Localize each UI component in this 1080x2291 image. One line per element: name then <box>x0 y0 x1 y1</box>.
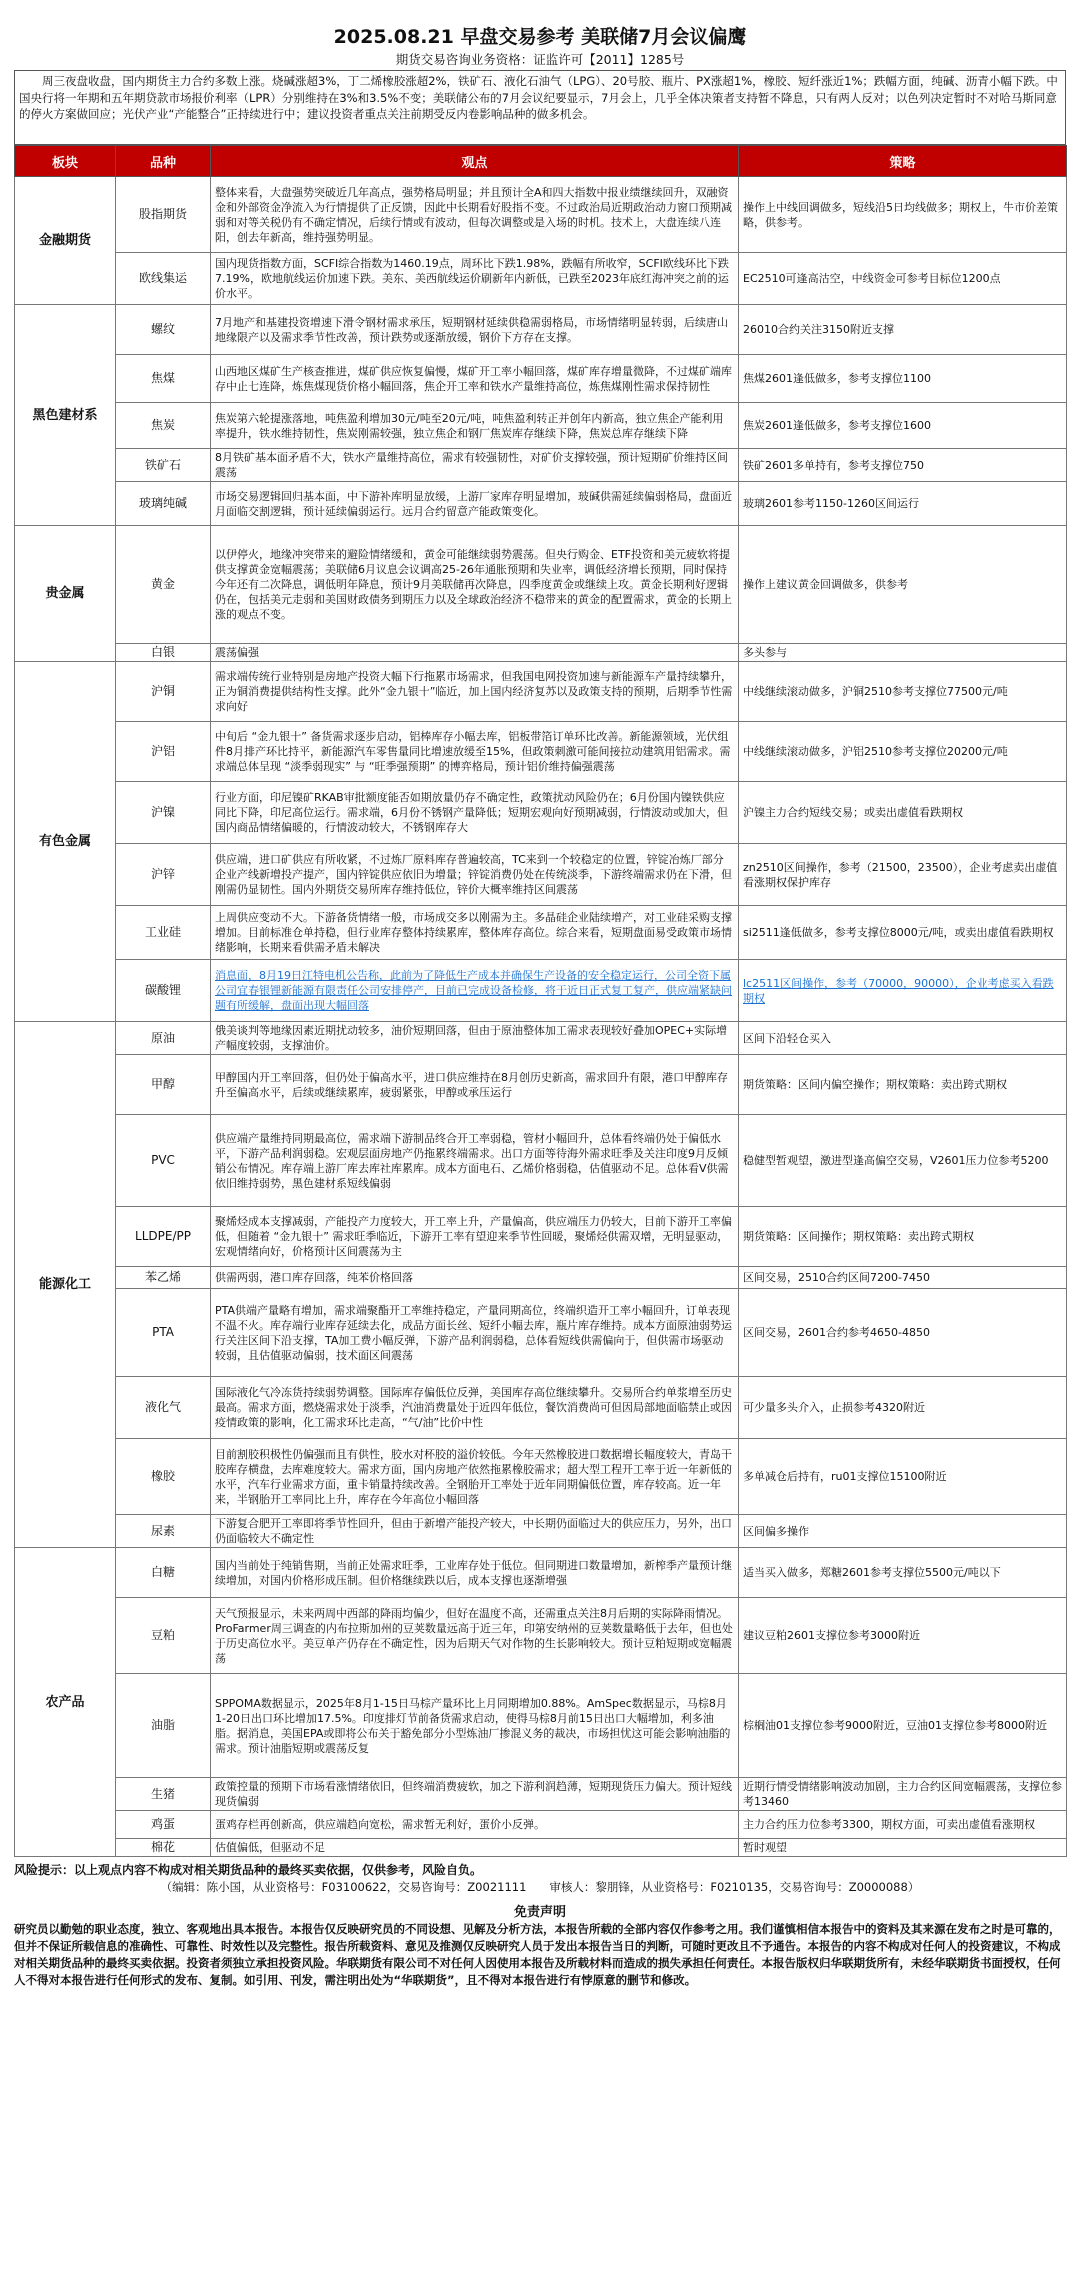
view-cell-text: 供应端，进口矿供应有所收紧，不过炼厂原料库存普遍较高，TC来到一个较稳定的位置，锌锭冶炼厂部分企业产线新增投产提产，国内锌锭供应依旧为增量；锌锭消费仍处在传统淡季，下游终端需求仍在下滑，但刚需仍显韧性。国内外期货交易所库存维持低位，锌价大概率维持区间震荡 <box>215 853 732 896</box>
variety-cell <box>116 1839 211 1857</box>
table-body <box>15 177 1067 1857</box>
strategy-cell-text: 多单减仓后持有，ru01支撑位15100附近 <box>743 1470 947 1483</box>
variety-cell-text: 工业硅 <box>144 925 181 939</box>
view-cell-text: 国内现货指数方面，SCFI综合指数为1460.19点，周环比下跌1.98%，跌幅有所收窄，SCFI欧线环比下跌7.19%，欧地航线运价加速下跌。美东、美西航线运价刷新年内新低，已跌至2023年底红海冲突之前的运价水平。 <box>215 257 729 300</box>
view-cell-text: 整体来看，大盘强势突破近几年高点，强势格局明显；并且预计全A和四大指数中报业绩继续回升，双融资金和外部资金净流入为行情提供了正反馈，因此中长期看好股指不变。不过政治局近期政治动力窗口预期减弱和对等关税仍有不确定情况，后续行情或有波动，但每次调整或是入场的时机。技术上，大盘连续八连阳，创去年新高，维持强势明显。 <box>215 185 732 244</box>
variety-cell <box>116 1289 211 1377</box>
variety-cell <box>116 1548 211 1598</box>
strategy-cell <box>739 1207 1067 1267</box>
variety-cell <box>116 1811 211 1839</box>
variety-cell-text: 液化气 <box>144 1400 181 1414</box>
view-cell-text: PTA供端产量略有增加，需求端聚酯开工率维持稳定，产量同期高位，终端织造开工率小幅回升，订单表现不温不火。库存端行业库存延续去化，成品方面长丝、短纤小幅去库，瓶片库存维持。成本方面原油弱势运行关注区间下沿支撑，TA加工费小幅反弹，下游产品利润弱稳，总体看短线供需偏向于，但供需市场驱动较弱，且估值驱动偏弱，技术面区间震荡 <box>215 1303 732 1362</box>
strategy-cell-text: 区间下沿轻仓买入 <box>743 1031 831 1045</box>
strategy-cell-text: 焦炭2601逢低做多，参考支撑位1600 <box>743 419 931 432</box>
variety-cell-text: 苯乙烯 <box>144 1270 181 1284</box>
strategy-cell-text: 期货策略：区间操作；期权策略：卖出跨式期权 <box>743 1230 974 1243</box>
strategy-cell-text: 中线继续滚动做多，沪铜2510参考支撑位77500元/吨 <box>743 685 1008 698</box>
view-cell <box>211 482 739 526</box>
header-variety: 品种 <box>116 146 211 177</box>
table-row <box>15 960 1067 1022</box>
view-cell <box>211 1267 739 1289</box>
table-row <box>15 644 1067 662</box>
variety-cell <box>116 782 211 844</box>
variety-cell <box>116 1377 211 1439</box>
strategy-cell-text: 主力合约压力位参考3300，期权方面，可卖出虚值看涨期权 <box>743 1818 1035 1831</box>
view-cell <box>211 1548 739 1598</box>
strategy-cell-text: EC2510可逢高沽空，中线资金可参考目标位1200点 <box>743 272 1001 285</box>
variety-cell <box>116 1115 211 1207</box>
strategy-cell <box>739 403 1067 449</box>
strategy-cell-text: 中线继续滚动做多，沪铝2510参考支撑位20200元/吨 <box>743 745 1008 758</box>
sector-cell: 黑色建材系 <box>15 305 116 526</box>
table-row <box>15 1839 1067 1857</box>
risk-note: 风险提示：以上观点内容不构成对相关期货品种的最终买卖依据，仅供参考，风险自负。 <box>14 1863 483 1877</box>
strategy-cell-text: 适当买入做多，郑糖2601参考支撑位5500元/吨以下 <box>743 1566 1001 1579</box>
view-cell-text: 震荡偏强 <box>215 646 259 659</box>
variety-cell-text: PVC <box>151 1153 175 1167</box>
view-cell-text: 山西地区煤矿生产核查推进，煤矿供应恢复偏慢，煤矿开工率小幅回落，煤矿库存增量微降，不过煤矿端库存中止七连降，炼焦煤现货价格小幅回落，焦企开工率和铁水产量维持高位，炼焦煤刚性需求保持韧性 <box>215 364 732 393</box>
variety-cell <box>116 1055 211 1115</box>
view-cell <box>211 526 739 644</box>
table-row <box>15 1022 1067 1055</box>
strategy-cell <box>739 526 1067 644</box>
variety-cell-text: 白银 <box>150 645 175 659</box>
table-row <box>15 1207 1067 1267</box>
variety-cell-text: 鸡蛋 <box>150 1817 175 1831</box>
report-title: 2025.08.21 早盘交易参考 美联储7月会议偏鹰 <box>333 26 747 48</box>
disclaimer-title: 免责声明 <box>513 1905 566 1920</box>
variety-cell <box>116 449 211 482</box>
variety-cell <box>116 253 211 305</box>
table-row <box>15 1055 1067 1115</box>
variety-cell-text: 原油 <box>150 1030 175 1045</box>
variety-cell <box>116 305 211 355</box>
strategy-cell <box>739 1839 1067 1857</box>
variety-cell <box>116 526 211 644</box>
strategy-cell-text: 稳健型暂观望，激进型逢高偏空交易，V2601压力位参考5200 <box>743 1154 1049 1167</box>
view-cell-text: 供需两弱，港口库存回落，纯苯价格回落 <box>215 1271 413 1284</box>
strategy-cell-text: 操作上建议黄金回调做多，供参考 <box>743 578 908 591</box>
view-cell <box>211 177 739 253</box>
strategy-cell-text: 区间交易，2601合约参考4650-4850 <box>743 1326 930 1339</box>
staff-info: （编辑：陈小国，从业资格号：F03100622，交易咨询号：Z0021111 审核人：黎朋锋，从业资格号：F0210135，交易咨询号：Z0000088） <box>160 1880 920 1894</box>
view-cell <box>211 1598 739 1674</box>
strategy-cell <box>739 449 1067 482</box>
table-row <box>15 253 1067 305</box>
view-cell-text: 目前割胶积极性仍偏强而且有供性，胶水对杯胶的溢价较低。今年天然橡胶进口数据增长幅度较大，青岛干胶库存横盘，去库难度较大。需求方面，国内房地产依然拖累橡胶需求；超大型工程开工率于近一年新低的水平，汽车行业需求方面，重卡销量持续改善。全钢胎开工率处于近年同期偏低位置，库存较高。近一年来，半钢胎开工率同比上升，库存在今年高位小幅回落 <box>215 1447 732 1506</box>
view-cell <box>211 644 739 662</box>
view-cell-text: 8月铁矿基本面矛盾不大，铁水产量维持高位，需求有较强韧性，对矿价支撑较强，预计短期矿价维持区间震荡 <box>215 451 728 479</box>
strategy-cell <box>739 1515 1067 1548</box>
variety-cell-text: 生猪 <box>150 1786 175 1801</box>
strategy-cell <box>739 722 1067 782</box>
strategy-cell-text: 玻璃2601参考1150-1260区间运行 <box>743 497 919 510</box>
strategy-cell <box>739 177 1067 253</box>
view-cell <box>211 253 739 305</box>
view-cell <box>211 305 739 355</box>
view-cell-text: 天气预报显示，未来两周中西部的降雨均偏少，但好在温度不高，还需重点关注8月后期的实际降雨情况。ProFarmer周三调查的内布拉斯加州的豆荚数量远高于近三年，印第安纳州的豆荚数量略低于去年，但也处于历史高位水平。美豆单产仍存在不确定性，因为后期天气对作物的生长影响较大。预计豆粕短期或宽幅震荡 <box>215 1606 733 1665</box>
variety-cell <box>116 1778 211 1811</box>
variety-cell-text: 碳酸锂 <box>144 983 181 997</box>
variety-cell-text: 螺纹 <box>150 322 175 336</box>
table-row <box>15 906 1067 960</box>
strategy-cell <box>739 355 1067 403</box>
header-strategy: 策略 <box>739 146 1067 177</box>
strategy-cell-text: 铁矿2601多单持有，参考支撑位750 <box>743 458 924 472</box>
view-cell <box>211 960 739 1022</box>
view-cell-text: 国际液化气冷冻货持续弱势调整。国际库存偏低位反弹，美国库存高位继续攀升。交易所合约单浆增至历史最高。需求方面，燃烧需求处于淡季，汽油消费量处于近四年低位，餐饮消费尚可但因局部地面临禁止或因疫情政策的影响，化工需求环比走高，“气/油”比价中性 <box>215 1386 732 1429</box>
variety-cell-text: 豆粕 <box>150 1628 175 1642</box>
variety-cell-text: 橡胶 <box>150 1469 175 1483</box>
strategy-cell <box>739 782 1067 844</box>
strategy-cell-text: 棕榈油01支撑位参考9000附近，豆油01支撑位参考8000附近 <box>743 1719 1047 1732</box>
view-cell-text: 中旬后 “金九银十” 备货需求逐步启动，铝棒库存小幅去库，铝板带箔订单环比改善。新能源领域，光伏组件8月排产环比持平，新能源汽车零售量同比增速放缓至15%，但政策刺激可能间接拉动建筑用铝需求。需求端总体呈现 “淡季弱现实” 与 “旺季强预期” 的博弈格局，预计铝价维持偏强震荡 <box>215 730 731 773</box>
variety-cell-text: 沪铜 <box>150 684 175 698</box>
variety-cell <box>116 1598 211 1674</box>
strategy-cell <box>739 1439 1067 1515</box>
strategy-cell <box>739 482 1067 526</box>
strategy-cell-text: 区间偏多操作 <box>743 1524 809 1538</box>
table-row <box>15 722 1067 782</box>
table-row <box>15 782 1067 844</box>
strategy-cell <box>739 1598 1067 1674</box>
table-row <box>15 1674 1067 1778</box>
table-row <box>15 355 1067 403</box>
strategy-table <box>14 145 1067 1857</box>
strategy-cell-text: 26010合约关注3150附近支撑 <box>743 323 894 336</box>
strategy-cell <box>739 1674 1067 1778</box>
variety-cell-text: 玻璃纯碱 <box>138 496 187 510</box>
variety-cell <box>116 1022 211 1055</box>
table-row <box>15 1439 1067 1515</box>
variety-cell <box>116 1674 211 1778</box>
strategy-cell-text: 近期行情受情绪影响波动加剧，主力合约区间宽幅震荡，支撑位参考13460 <box>743 1780 1062 1808</box>
view-cell <box>211 1055 739 1115</box>
variety-cell <box>116 177 211 253</box>
strategy-cell-text: 多头参与 <box>743 646 787 659</box>
strategy-cell <box>739 644 1067 662</box>
sector-cell: 有色金属 <box>15 662 116 1022</box>
variety-cell-text: 沪铝 <box>150 744 175 758</box>
strategy-cell <box>739 960 1067 1022</box>
strategy-cell <box>739 1811 1067 1839</box>
variety-cell-text: 股指期货 <box>138 207 187 221</box>
table-row <box>15 177 1067 253</box>
view-cell <box>211 1207 739 1267</box>
view-cell-text: 焦炭第六轮提涨落地，吨焦盈利增加30元/吨至20元/吨，吨焦盈利转正并创年内新高，独立焦企产能利用率提升，铁水维持韧性，焦炭刚需较强，独立焦企和钢厂焦炭库存继续下降，焦炭总库存继续下降 <box>215 411 724 440</box>
view-cell-text: 聚烯烃成本支撑减弱，产能投产力度较大，开工率上升，产量偏高，供应端压力仍较大，目前下游开工率偏低，但随着 “金九银十” 需求旺季临近，下游开工率有望迎来季节性回暖，聚烯烃供需双增，无明显驱动，宏观情绪向好，价格预计区间震荡为主 <box>215 1215 732 1258</box>
table-row <box>15 1515 1067 1548</box>
view-cell <box>211 662 739 722</box>
view-cell <box>211 1377 739 1439</box>
variety-cell <box>116 960 211 1022</box>
view-cell-text: 蛋鸡存栏再创新高，供应端趋向宽松，需求暂无利好，蛋价小反弹。 <box>215 1818 545 1831</box>
view-cell <box>211 403 739 449</box>
view-cell-text: 俄美谈判等地缘因素近期扰动较多，油价短期回落，但由于原油整体加工需求表现较好叠加OPEC+实际增产幅度较弱，支撑油价。 <box>215 1024 728 1052</box>
strategy-cell <box>739 1548 1067 1598</box>
strategy-cell-text: 沪镍主力合约短线交易；或卖出虚值看跌期权 <box>743 806 963 819</box>
view-cell <box>211 844 739 906</box>
variety-cell-text: 白糖 <box>150 1565 175 1579</box>
view-cell <box>211 1022 739 1055</box>
strategy-cell-text: 操作上中线回调做多，短线沿5日均线做多；期权上，牛市价差策略，供参考。 <box>743 200 1058 229</box>
variety-cell <box>116 403 211 449</box>
table-row <box>15 1377 1067 1439</box>
strategy-cell <box>739 305 1067 355</box>
variety-cell <box>116 644 211 662</box>
view-cell-text: 7月地产和基建投资增速下滑令钢材需求承压，短期钢材延续供稳需弱格局，市场情绪明显转弱，后续唐山地缘限产以及需求季节性改善，预计跌势或逐渐放缓，钢价下方存在支撑。 <box>215 315 728 344</box>
variety-cell-text: 黄金 <box>150 577 175 591</box>
view-cell <box>211 355 739 403</box>
view-cell-text: 以伊停火，地缘冲突带来的避险情绪缓和，黄金可能继续弱势震荡。但央行购金、ETF投资和美元疲软将提供支撑黄金宽幅震荡；美联储6月议息会议调高25-26年通胀预期和失业率，调低经济增长预期，同时保持今年还有二次降息，调低明年降息，预计9月美联储再次降息，四季度黄金或继续上攻。黄金长期利好逻辑仍在，包括美元走弱和美国财政债务到期压力以及全球政治经济不稳带来的黄金的配置需求，黄金的长期上涨的观点不变。 <box>215 548 732 621</box>
view-cell <box>211 1439 739 1515</box>
table-row <box>15 1811 1067 1839</box>
disclaimer-body: 研究员以勤勉的职业态度，独立、客观地出具本报告。本报告仅反映研究员的不同设想、见解及分析方法，本报告所载的全部内容仅作参考之用。我们谨慎相信本报告中的资料及其来源在发布之时是可靠的，但并不保证所载信息的准确性、可靠性、时效性以及完整性。报告所载资料、意见及推测仅反映研究人员于发出本报告当日的判断，可随时更改且不予通告。本报告的内容不构成对任何人的投资建议，不构成对相关期货品种的最终买卖依据。投资者须独立承担投资风险。华联期货有限公司不对任何人因使用本报告及所载材料而造成的损失承担任何责任。本报告版权归华联期货所有，未经华联期货书面授权，任何人不得对本报告进行任何形式的发布、复制。如引用、刊发，需注明出处为“华联期货”，且不得对本报告进行有悖原意的删节和修改。 <box>14 1922 1061 1987</box>
variety-cell-text: 沪镍 <box>150 805 175 819</box>
strategy-cell-text: lc2511区间操作，参考（70000，90000），企业考虑买入看跌期权 <box>743 976 1054 1005</box>
license-subtitle: 期货交易咨询业务资格：证监许可【2011】1285号 <box>395 52 685 67</box>
strategy-cell-text: 暂时观望 <box>743 1841 787 1854</box>
sector-cell: 能源化工 <box>15 1022 116 1548</box>
view-cell-text: 上周供应变动不大。下游备货情绪一般，市场成交多以刚需为主。多晶硅企业陆续增产，对工业硅采购支撑增加。目前标准仓单持稳，但行业库存整体持续累库，整体库存高位。综合来看，短期盘面易受政策市场情绪影响，长期来看供需矛盾未解决 <box>215 911 732 954</box>
table-row <box>15 1598 1067 1674</box>
variety-cell-text: 焦炭 <box>150 418 175 432</box>
table-row <box>15 526 1067 644</box>
variety-cell-text: 尿素 <box>150 1523 175 1538</box>
view-cell-text: 行业方面，印尼镍矿RKAB审批额度能否如期放量仍存不确定性，政策扰动风险仍在；6月份国内镍铁供应同比下降，印尼高位运行。需求端，6月份不锈钢产量降低；短期宏观向好预期减弱，行情波动或加大，但国内商品情绪偏暖的，行情波动较大，不锈钢库存大 <box>215 791 728 834</box>
view-cell <box>211 1289 739 1377</box>
table-row <box>15 1267 1067 1289</box>
variety-cell <box>116 355 211 403</box>
strategy-cell-text: 焦煤2601逢低做多，参考支撑位1100 <box>743 372 931 385</box>
view-cell-text: 供应端产量维持同期最高位，需求端下游制品终合开工率弱稳，管材小幅回升，总体看终端仍处于偏低水平，下游产品利润弱稳。宏观层面房地产仍拖累终端需求。出口方面等待海外需求旺季及关注印度9月反倾销公布情况。库存端上游厂库去库社库累库。成本方面电石、乙烯价格弱稳，估值驱动不足。总体看V供需依旧维持弱势，黑色建材系短线偏弱 <box>215 1131 729 1190</box>
strategy-cell-text: 建议豆粕2601支撑位参考3000附近 <box>743 1629 920 1642</box>
table-row <box>15 1548 1067 1598</box>
view-cell-text: 市场交易逻辑回归基本面，中下游补库明显放缓，上游厂家库存明显增加，玻碱供需延续偏弱格局，盘面近月面临交割逻辑，预计延续偏弱运行。远月合约留意产能政策变化。 <box>215 489 732 518</box>
strategy-cell <box>739 662 1067 722</box>
view-cell <box>211 1839 739 1857</box>
strategy-cell <box>739 906 1067 960</box>
variety-cell-text: PTA <box>152 1325 174 1339</box>
strategy-cell <box>739 1022 1067 1055</box>
variety-cell-text: 焦煤 <box>150 371 175 385</box>
variety-cell-text: 棉花 <box>150 1840 175 1854</box>
strategy-cell <box>739 1778 1067 1811</box>
variety-cell-text: LLDPE/PP <box>135 1229 191 1243</box>
view-cell-text: 需求端传统行业特别是房地产投资大幅下行拖累市场需求，但我国电网投资加速与新能源车产量持续攀升，正为铜消费提供结构性支撑。此外“金九银十”临近，加上国内经济复苏以及政策支持的预期，后期季节性需求向好 <box>215 670 733 713</box>
strategy-cell <box>739 253 1067 305</box>
table-row <box>15 662 1067 722</box>
view-cell <box>211 782 739 844</box>
sector-cell: 农产品 <box>15 1548 116 1857</box>
view-cell <box>211 906 739 960</box>
sector-cell: 贵金属 <box>15 526 116 662</box>
table-row <box>15 1115 1067 1207</box>
view-cell <box>211 722 739 782</box>
strategy-cell <box>739 844 1067 906</box>
view-cell-text: 消息面，8月19日江特电机公告称，此前为了降低生产成本并确保生产设备的安全稳定运行，公司全资下属公司宜春银锂新能源有限责任公司安排停产，目前已完成设备检修，将于近日正式复工复产，供应端紧缺问题有所缓解，盘面出现大幅回落 <box>215 969 732 1012</box>
variety-cell <box>116 1439 211 1515</box>
market-summary: 周三夜盘收盘，国内期货主力合约多数上涨。烧碱涨超3%，丁二烯橡胶涨超2%，铁矿石、液化石油气（LPG）、20号胶、瓶片、PX涨超1%，橡胶、短纤涨近1%；跌幅方面，纯碱、沥青小幅下跌。中国央行将一年期和五年期贷款市场报价利率（LPR）分别维持在3%和3.5%不变；美联储公布的7月会议纪要显示，7月会上，几乎全体决策者支持暂不降息，只有两人反对；以色列决定暂时不对哈马斯同意的停火方案做回应；光伏产业“产能整合”正持续进行中；建议投资者重点关注前期受反内卷影响品种的做多机会。 <box>14 70 1066 145</box>
strategy-cell <box>739 1377 1067 1439</box>
strategy-cell-text: zn2510区间操作，参考（21500，23500），企业考虑卖出虚值看涨期权保护库存 <box>743 860 1058 889</box>
view-cell <box>211 1515 739 1548</box>
variety-cell <box>116 722 211 782</box>
table-row <box>15 1289 1067 1377</box>
table-header-row <box>15 146 1067 177</box>
view-cell-text: 下游复合肥开工率即将季节性回升，但由于新增产能投产较大，中长期仍面临过大的供应压力，另外，出口仍面临较大不确定性 <box>215 1517 732 1545</box>
variety-cell <box>116 1207 211 1267</box>
variety-cell-text: 油脂 <box>150 1718 175 1732</box>
sector-cell: 金融期货 <box>15 177 116 305</box>
table-row <box>15 482 1067 526</box>
view-cell-text: SPPOMA数据显示，2025年8月1-15日马棕产量环比上月同期增加0.88%。AmSpec数据显示，马棕8月1-20日出口环比增加17.5%。印度排灯节前备货需求启动，使得马棕8月前15日出口大幅增加，利多油脂。据消息，美国EPA或即将公布关于豁免部分小型炼油厂掺混义务的裁决，市场担忧这可能会影响油脂的需求。预计油脂短期或震荡反复 <box>215 1696 731 1755</box>
variety-cell-text: 沪锌 <box>150 867 175 881</box>
variety-cell <box>116 662 211 722</box>
strategy-cell-text: 期货策略：区间内偏空操作；期权策略：卖出跨式期权 <box>743 1078 1007 1091</box>
strategy-cell <box>739 1115 1067 1207</box>
table-row <box>15 844 1067 906</box>
table-row <box>15 305 1067 355</box>
strategy-cell-text: si2511逢低做多，参考支撑位8000元/吨，或卖出虚值看跌期权 <box>743 926 1054 939</box>
strategy-cell-text: 可少量多头介入，止损参考4320附近 <box>743 1401 925 1414</box>
view-cell <box>211 449 739 482</box>
view-cell <box>211 1811 739 1839</box>
view-cell <box>211 1674 739 1778</box>
table-row <box>15 403 1067 449</box>
view-cell-text: 国内当前处于纯销售期，当前正处需求旺季，工业库存处于低位。但同期进口数量增加，新榨季产量预计继续增加，对国内价格形成压制。但价格继续跌以后，成本支撑也逐渐增强 <box>215 1558 732 1587</box>
view-cell-text: 政策控量的预期下市场看涨情绪依旧，但终端消费疲软，加之下游利润趋薄，短期现货压力偏大。预计短线现货偏弱 <box>215 1780 732 1808</box>
variety-cell-text: 欧线集运 <box>138 271 187 285</box>
strategy-cell <box>739 1055 1067 1115</box>
view-cell-text: 甲醇国内开工率回落，但仍处于偏高水平，进口供应维持在8月创历史新高，需求回升有限，港口甲醇库存升至偏高水平，后续或继续累库，疲弱紧张，甲醇或承压运行 <box>215 1070 728 1099</box>
variety-cell <box>116 844 211 906</box>
view-cell-text: 估值偏低，但驱动不足 <box>215 1841 325 1854</box>
header-sector: 板块 <box>15 146 116 177</box>
variety-cell <box>116 482 211 526</box>
variety-cell <box>116 1267 211 1289</box>
variety-cell <box>116 1515 211 1548</box>
variety-cell <box>116 906 211 960</box>
strategy-cell <box>739 1267 1067 1289</box>
strategy-cell <box>739 1289 1067 1377</box>
variety-cell-text: 甲醇 <box>150 1077 175 1091</box>
table-row <box>15 1778 1067 1811</box>
view-cell <box>211 1778 739 1811</box>
strategy-cell-text: 区间交易，2510合约区间7200-7450 <box>743 1271 930 1284</box>
table-row <box>15 449 1067 482</box>
view-cell <box>211 1115 739 1207</box>
header-view: 观点 <box>211 146 739 177</box>
variety-cell-text: 铁矿石 <box>144 457 181 472</box>
